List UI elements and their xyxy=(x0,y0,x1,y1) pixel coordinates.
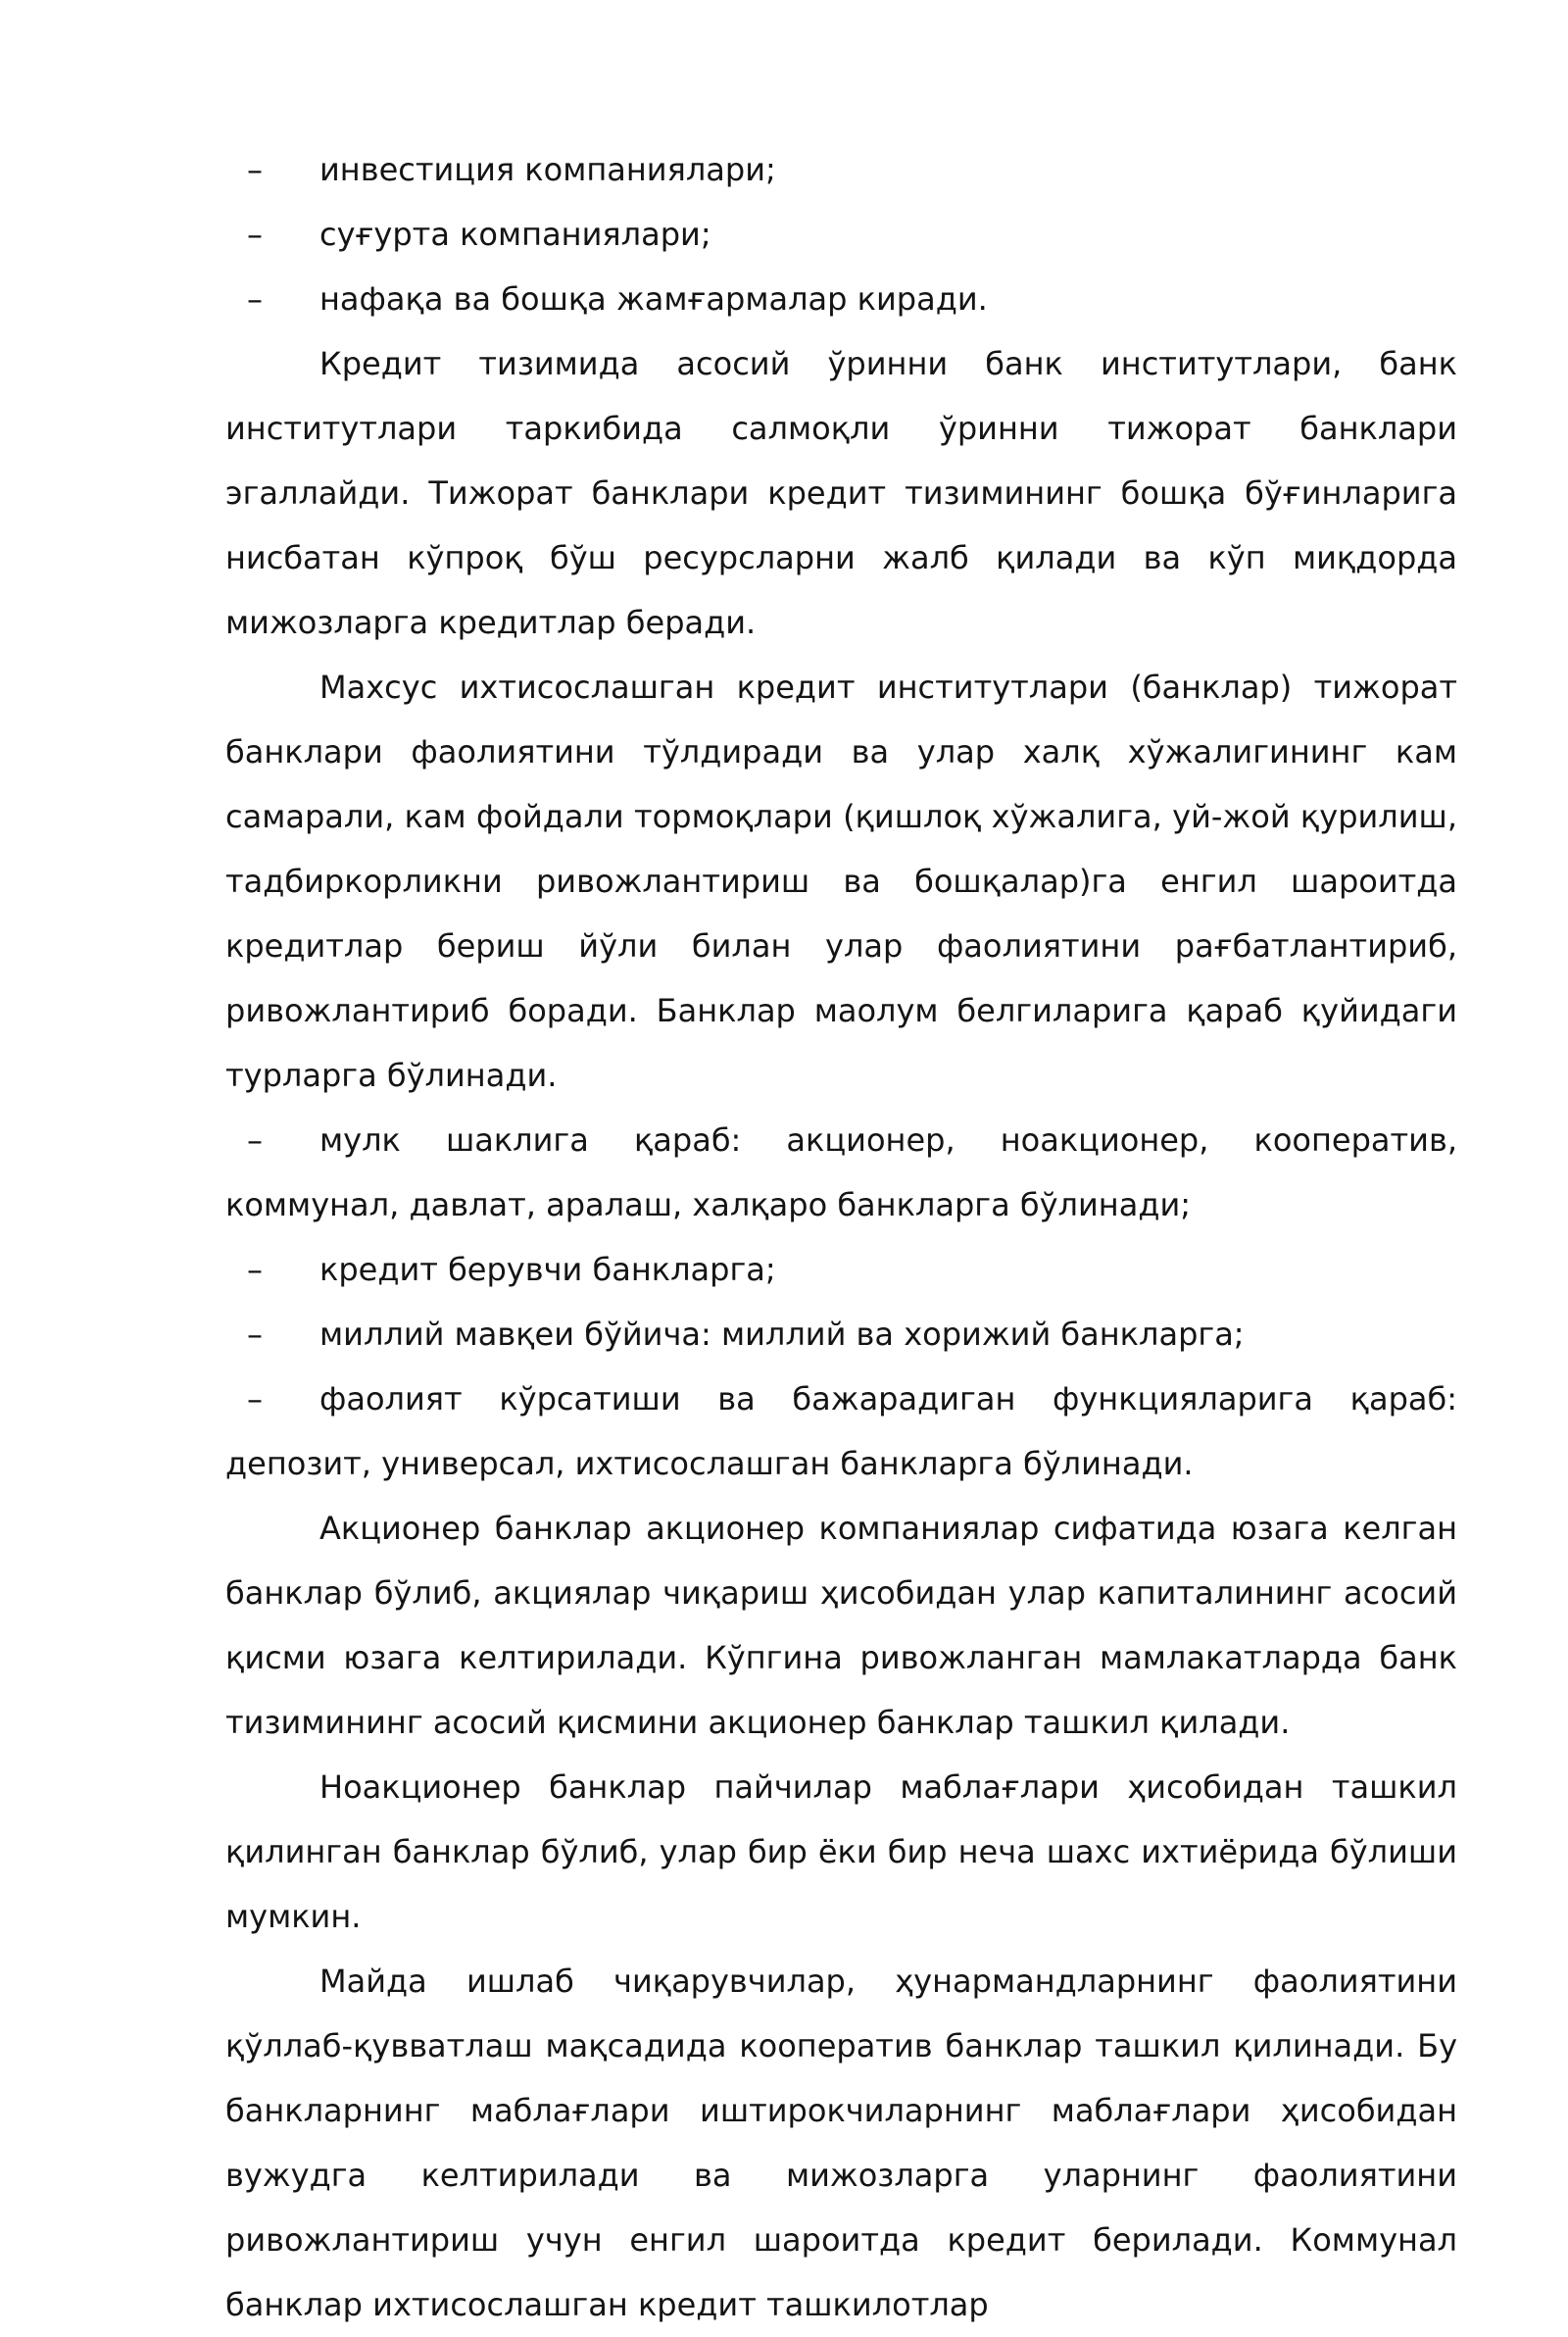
list-item-text: кредит берувчи банкларга; xyxy=(319,1251,776,1288)
list-item-text: инвестиция компаниялари; xyxy=(319,151,776,188)
list-item-text: фаолият кўрсатиши ва бажарадиган функцияларига қараб: депозит, универсал, ихтисослашган банкларга бўлинади. xyxy=(225,1380,1457,1482)
paragraph: Майда ишлаб чиқарувчилар, ҳунармандларнинг фаолиятини қўллаб-қувватлаш мақсадида кооператив банклар ташкил қилинади. Бу банкларнинг маблағлари иштирокчиларнинг маблағлари ҳисобидан вужудга келтирилади ва мижозларга уларнинг фаолиятини ривожлантириш учун енгил шароитда кредит берилади. Коммунал банклар ихтисослашган кредит ташкилотлар xyxy=(225,1963,1457,2323)
paragraph: Ноакционер банклар пайчилар маблағлари ҳисобидан ташкил қилинган банклар бўлиб, улар бир ёки бир неча шахс ихтиёрида бўлиши мумкин. xyxy=(225,1768,1457,1935)
dash-bullet: – xyxy=(247,1380,263,1417)
list-item xyxy=(225,137,1457,202)
list-item-text: суғурта компаниялари; xyxy=(319,216,711,253)
list-item xyxy=(225,202,1457,267)
list-item-text: мулк шаклига қараб: акционер, ноакционер, кооператив, коммунал, давлат, аралаш, халқаро банкларга бўлинади; xyxy=(225,1121,1457,1223)
list-item xyxy=(225,1367,1457,1496)
dash-bullet: – xyxy=(247,216,263,253)
list-item xyxy=(225,1108,1457,1237)
list-item xyxy=(225,267,1457,331)
dash-bullet: – xyxy=(247,1316,263,1353)
dash-bullet: – xyxy=(247,151,263,188)
paragraph: Акционер банклар акционер компаниялар сифатида юзага келган банклар бўлиб, акциялар чиқариш ҳисобидан улар капиталининг асосий қисми юзага келтирилади. Кўпгина ривожланган мамлакатларда банк тизимининг асосий қисмини акционер банклар ташкил қилади. xyxy=(225,1510,1457,1741)
list-item-text: миллий мавқеи бўйича: миллий ва хорижий банкларга; xyxy=(319,1316,1245,1353)
dash-bullet: – xyxy=(247,1251,263,1288)
dash-bullet: – xyxy=(247,280,263,318)
list-item xyxy=(225,1302,1457,1367)
dash-bullet: – xyxy=(247,1121,263,1159)
list-item-text: нафақа ва бошқа жамғармалар киради. xyxy=(319,280,988,318)
list-item xyxy=(225,1237,1457,1302)
paragraph: Махсус ихтисослашган кредит институтлари (банклар) тижорат банклари фаолиятини тўлдиради ва улар халқ хўжалигининг кам самарали, кам фойдали тормоқлари (қишлоқ хўжалига, уй-жой қурилиш, тадбиркорликни ривожлантириш ва бошқалар)га енгил шароитда кредитлар бериш йўли билан улар фаолиятини рағбатлантириб, ривожлантириб боради. Банклар маолум белгиларига қараб қуйидаги турларга бўлинади. xyxy=(225,669,1457,1094)
document-page xyxy=(225,137,1457,2337)
paragraph: Кредит тизимида асосий ўринни банк институтлари, банк институтлари таркибида салмоқли ўринни тижорат банклари эгаллайди. Тижорат банклари кредит тизимининг бошқа бўғинларига нисбатан кўпроқ бўш ресурсларни жалб қилади ва кўп миқдорда мижозларга кредитлар беради. xyxy=(225,345,1457,641)
